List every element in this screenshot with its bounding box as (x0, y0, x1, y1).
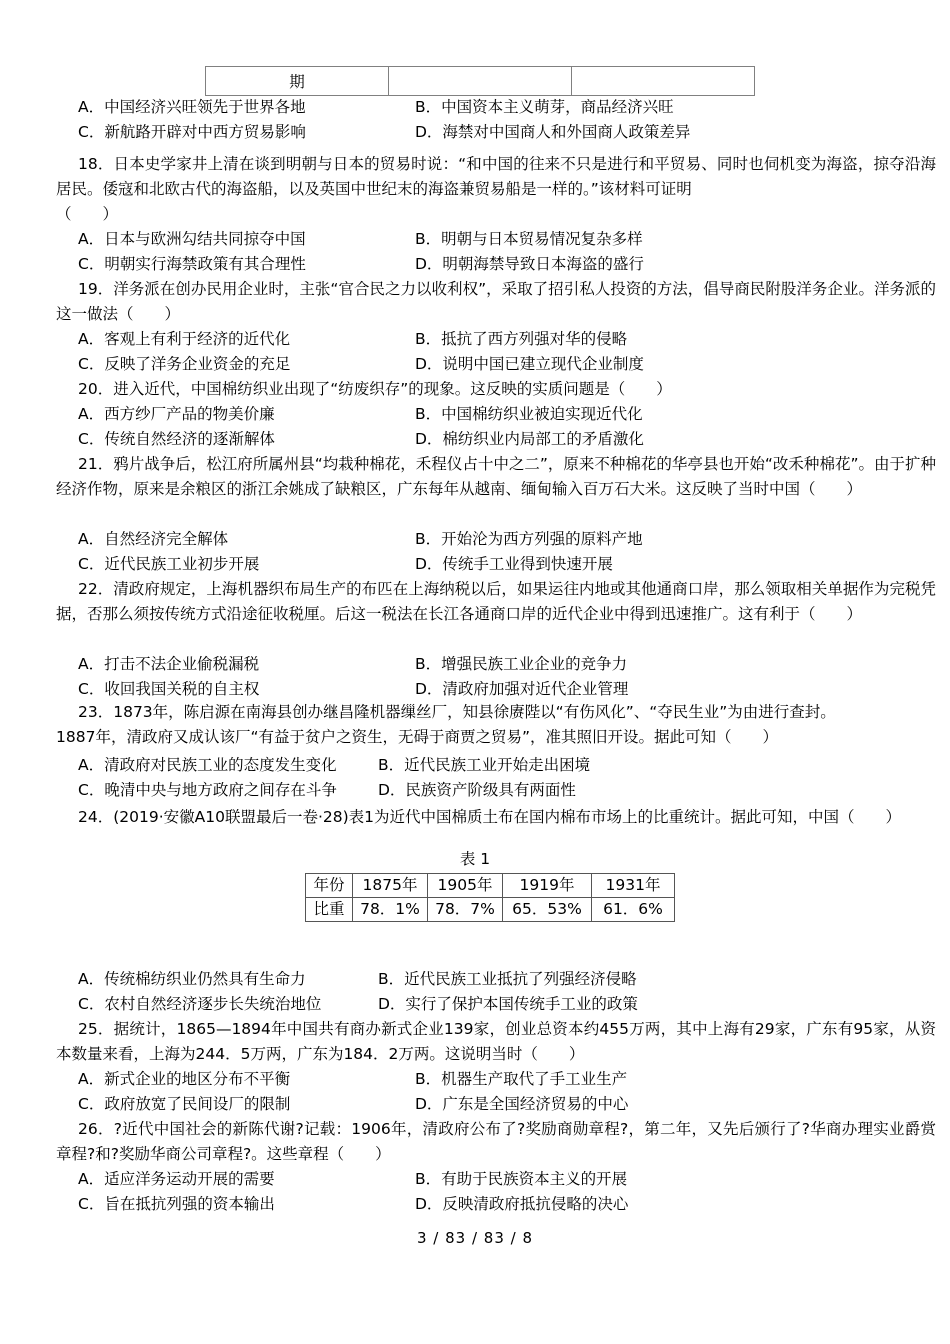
q17-option-row-cd (78, 120, 938, 145)
top-table-cell-1: 期 (206, 67, 389, 96)
q22-stem: 22．清政府规定，上海机器织布局生产的布匹在上海纳税以后，如果运往内地或其他通商口岸，那么领取相关单据作为完税凭据，否那么须按传统方式沿途征收税厘。后这一税法在长江各通商口岸的近代企业中得到迅速推广。这有利于（ ） (56, 580, 936, 623)
q18-option-c: C．明朝实行海禁政策有其合理性 (78, 255, 306, 273)
q18-stem: 18．日本史学家井上清在谈到明朝与日本的贸易时说：“和中国的往来不只是进行和平贸易、同时也伺机变为海盗，掠夺沿海居民。倭寇和北欧古代的海盗船，以及英国中世纪末的海盗兼贸易船是一样的。”该材料可证明 (56, 155, 936, 198)
q21-option-b: B．开始沦为西方列强的原料产地 (415, 530, 643, 548)
q26-option-row-cd (78, 1192, 938, 1217)
table1-share-3: 65．53% (503, 898, 592, 922)
q22-option-a: A．打击不法企业偷税漏税 (78, 655, 260, 673)
table1-wrapper (305, 873, 675, 922)
q18-answer-bracket[interactable]: （ ） (56, 205, 119, 223)
table1-year-3: 1919年 (503, 874, 592, 898)
q17-option-d: D．海禁对中国商人和外国商人政策差异 (415, 123, 691, 141)
q26-option-c: C．旨在抵抗列强的资本输出 (78, 1195, 275, 1213)
q21-option-row-cd (78, 552, 938, 577)
q23-option-b: B．近代民族工业开始走出困境 (378, 756, 591, 774)
q22-option-c: C．收回我国关税的自主权 (78, 680, 260, 698)
q24-option-a: A．传统棉纺织业仍然具有生命力 (78, 970, 306, 988)
q25-option-d: D．广东是全国经济贸易的中心 (415, 1095, 629, 1113)
q24-option-d: D．实行了保护本国传统手工业的政策 (378, 995, 638, 1013)
table-row (306, 874, 675, 898)
q18-option-row-cd (78, 252, 938, 277)
q26-option-row-ab (78, 1167, 938, 1192)
q20-option-c: C．传统自然经济的逐渐解体 (78, 430, 275, 448)
q23-option-row-cd (78, 778, 938, 803)
q22-option-b: B．增强民族工业企业的竞争力 (415, 655, 628, 673)
q20-option-a: A．西方纱厂产品的物美价廉 (78, 405, 275, 423)
q23-stem-line1: 23．1873年，陈启源在南海县创办继昌隆机器缫丝厂，知县徐赓陛以“有伤风化”、“夺民生业”为由进行查封。 (78, 703, 836, 721)
q20-option-row-ab (78, 402, 938, 427)
q23-option-c: C．晚清中央与地方政府之间存在斗争 (78, 781, 337, 799)
table-row (306, 898, 675, 922)
q25-option-row-ab (78, 1067, 938, 1092)
table1-year-1: 1875年 (353, 874, 428, 898)
q24-stem: 24．(2019·安徽A10联盟最后一卷·28)表1为近代中国棉质土布在国内棉布市场上的比重统计。据此可知，中国（ ） (78, 808, 902, 826)
q18-option-row-ab (78, 227, 938, 252)
q26-option-d: D．反映清政府抵抗侵略的决心 (415, 1195, 629, 1213)
table1-share-2: 78．7% (428, 898, 503, 922)
table1-year-4: 1931年 (592, 874, 675, 898)
q24-option-c: C．农村自然经济逐步长失统治地位 (78, 995, 322, 1013)
q18-option-b: B．明朝与日本贸易情况复杂多样 (415, 230, 643, 248)
table1-caption: 表 1 (459, 850, 491, 868)
q25-option-row-cd (78, 1092, 938, 1117)
table1-row-label-year: 年份 (306, 874, 353, 898)
q19-option-row-ab (78, 327, 938, 352)
q20-option-row-cd (78, 427, 938, 452)
table1-row-label-share: 比重 (306, 898, 353, 922)
q19-option-c: C．反映了洋务企业资金的充足 (78, 355, 291, 373)
q23-option-d: D．民族资产阶级具有两面性 (378, 781, 576, 799)
table1-share-4: 61．6% (592, 898, 675, 922)
top-table-cell-3 (572, 67, 755, 96)
q25-option-c: C．政府放宽了民间设厂的限制 (78, 1095, 291, 1113)
q25-option-a: A．新式企业的地区分布不平衡 (78, 1070, 291, 1088)
q22-option-row-ab (78, 652, 938, 677)
q19-stem: 19．洋务派在创办民用企业时，主张“官合民之力以收利权”，采取了招引私人投资的方法，倡导商民附股洋务企业。洋务派的这一做法（ ） (56, 280, 936, 323)
q26-option-b: B．有助于民族资本主义的开展 (415, 1170, 628, 1188)
q19-option-row-cd (78, 352, 938, 377)
q17-option-row-ab (78, 95, 938, 120)
q20-option-b: B．中国棉纺织业被迫实现近代化 (415, 405, 643, 423)
q17-option-b: B．中国资本主义萌芽，商品经济兴旺 (415, 98, 674, 116)
q24-option-b: B．近代民族工业抵抗了列强经济侵略 (378, 970, 637, 988)
q21-stem: 21．鸦片战争后，松江府所属州县“均栽种棉花，禾程仪占十中之二”，原来不种棉花的华亭县也开始“改禾种棉花”。由于扩种经济作物，原来是余粮区的浙江余姚成了缺粮区，广东每年从越南、缅甸输入百万石大米。这反映了当时中国（ ） (56, 455, 936, 498)
q21-option-row-ab (78, 527, 938, 552)
q22-option-d: D．清政府加强对近代企业管理 (415, 680, 629, 698)
table1-share-1: 78．1% (353, 898, 428, 922)
continuation-table (205, 66, 755, 96)
q17-option-a: A．中国经济兴旺领先于世界各地 (78, 98, 306, 116)
page-footer: 3 / 83 / 83 / 8 (416, 1229, 534, 1247)
q19-option-a: A．客观上有利于经济的近代化 (78, 330, 291, 348)
q24-option-row-ab (78, 967, 938, 992)
table1-year-2: 1905年 (428, 874, 503, 898)
q20-option-d: D．棉纺织业内局部工的矛盾激化 (415, 430, 644, 448)
q18-option-d: D．明朝海禁导致日本海盗的盛行 (415, 255, 644, 273)
q26-option-a: A．适应洋务运动开展的需要 (78, 1170, 275, 1188)
top-table-cell-2 (389, 67, 572, 96)
q19-option-d: D．说明中国已建立现代企业制度 (415, 355, 644, 373)
q21-option-a: A．自然经济完全解体 (78, 530, 229, 548)
q25-stem: 25．据统计，1865—1894年中国共有商办新式企业139家，创业总资本约455万两，其中上海有29家，广东有95家，从资本数量来看，上海为244．5万两，广东为184．2万两。这说明当时（ ） (56, 1020, 936, 1063)
q26-stem: 26．?近代中国社会的新陈代谢?记载：1906年，清政府公布了?奖励商勋章程?，第二年，又先后颁行了?华商办理实业爵赏章程?和?奖励华商公司章程?。这些章程（ ） (56, 1120, 936, 1163)
q21-option-d: D．传统手工业得到快速开展 (415, 555, 613, 573)
q20-stem: 20．进入近代，中国棉纺织业出现了“纺废织存”的现象。这反映的实质问题是（ ） (78, 380, 672, 398)
table1 (305, 873, 675, 922)
q23-option-row-ab (78, 753, 938, 778)
q24-option-row-cd (78, 992, 938, 1017)
q19-option-b: B．抵抗了西方列强对华的侵略 (415, 330, 628, 348)
q22-option-row-cd (78, 677, 938, 702)
q18-option-a: A．日本与欧洲勾结共同掠夺中国 (78, 230, 306, 248)
q23-option-a: A．清政府对民族工业的态度发生变化 (78, 756, 337, 774)
q23-stem-line2: 1887年，清政府又成认该厂“有益于贫户之资生，无碍于商贾之贸易”，准其照旧开设。据此可知（ ） (56, 728, 779, 746)
q21-option-c: C．近代民族工业初步开展 (78, 555, 260, 573)
q25-option-b: B．机器生产取代了手工业生产 (415, 1070, 628, 1088)
table-row (206, 67, 755, 96)
q17-option-c: C．新航路开辟对中西方贸易影响 (78, 123, 306, 141)
